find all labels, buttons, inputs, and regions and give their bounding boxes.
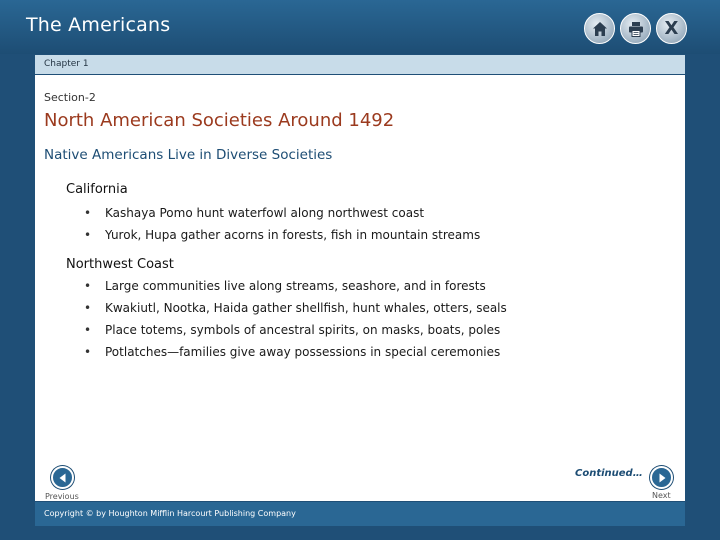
copyright-text: Copyright © by Houghton Mifflin Harcourt Publishing Company <box>44 509 296 518</box>
close-button[interactable] <box>656 13 687 44</box>
region-heading-northwest-coast: Northwest Coast <box>66 257 174 272</box>
next-button[interactable] <box>650 466 673 489</box>
next-label[interactable]: Next <box>652 491 671 500</box>
list-item: • Large communities live along streams, seashore, and in forests <box>84 275 507 297</box>
previous-label[interactable]: Previous <box>45 492 79 501</box>
close-icon: X <box>664 17 679 39</box>
app-title: The Americans <box>26 14 171 36</box>
list-item: • Kwakiutl, Nootka, Haida gather shellfish, hunt whales, otters, seals <box>84 297 507 319</box>
content-panel <box>35 75 685 501</box>
northwest-coast-bullet-list <box>84 275 507 363</box>
print-button[interactable] <box>620 13 651 44</box>
region-heading-california: California <box>66 182 128 197</box>
list-item: • Potlatches—families give away possessions in special ceremonies <box>84 341 507 363</box>
page-title: North American Societies Around 1492 <box>44 110 395 131</box>
home-icon <box>591 20 609 38</box>
continued-label: Continued… <box>575 468 643 479</box>
footer-bar <box>35 502 685 526</box>
page-subtitle: Native Americans Live in Diverse Societies <box>44 147 333 163</box>
arrow-left-icon <box>57 472 69 484</box>
print-icon <box>627 20 645 38</box>
home-button[interactable] <box>584 13 615 44</box>
california-bullet-list <box>84 202 480 246</box>
list-item: • Kashaya Pomo hunt waterfowl along northwest coast <box>84 202 480 224</box>
list-item: • Yurok, Hupa gather acorns in forests, fish in mountain streams <box>84 224 480 246</box>
title-bar <box>0 0 720 54</box>
list-item: • Place totems, symbols of ancestral spirits, on masks, boats, poles <box>84 319 507 341</box>
arrow-right-icon <box>656 472 668 484</box>
chapter-label: Chapter 1 <box>44 59 89 69</box>
section-label: Section-2 <box>44 91 96 104</box>
chapter-bar <box>35 55 685 74</box>
previous-button[interactable] <box>51 466 74 489</box>
